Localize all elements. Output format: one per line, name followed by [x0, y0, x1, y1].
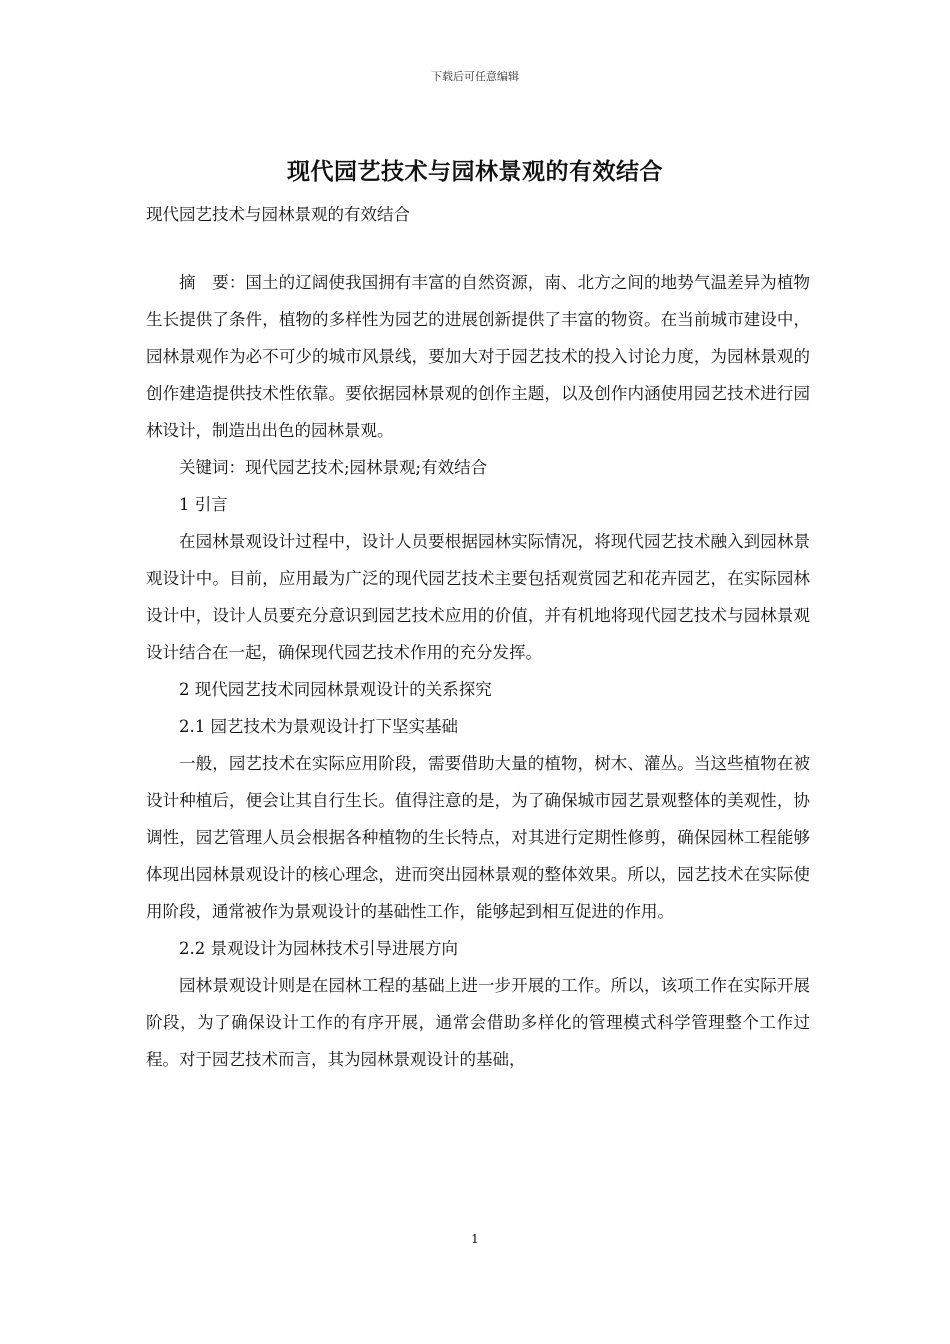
subsection-heading-2-2: 2.2 景观设计为园林技术引导进展方向 [179, 939, 458, 958]
keywords-paragraph: 关键词：现代园艺技术;园林景观;有效结合 [179, 458, 488, 477]
document-title: 现代园艺技术与园林景观的有效结合 [287, 158, 663, 185]
subsection-heading-2-1: 2.1 园艺技术为景观设计打下坚实基础 [179, 717, 458, 736]
abstract-paragraph: 摘 要：国土的辽阔使我国拥有丰富的自然资源，南、北方之间的地势气温差异为植物生长提供了条件，植物的多样性为园艺的进展创新提供了丰富的物资。在当前城市建设中，园林景观作为必不可少的城市风景线，要加大对于园艺技术的投入讨论力度，为园林景观的创作建造提供技术性依靠。要依据园林景观的创作主题，以及创作内涵使用园艺技术进行园林设计，制造出出色的园林景观。 [146, 273, 810, 440]
page-number: 1 [471, 1232, 479, 1246]
body-paragraph: 一般，园艺技术在实际应用阶段，需要借助大量的植物，树木、灌丛。当这些植物在被设计种植后，便会让其自行生长。值得注意的是，为了确保城市园艺景观整体的美观性，协调性，园艺管理人员会根据各种植物的生长特点，对其进行定期性修剪，确保园林工程能够体现出园林景观设计的核心理念，进而突出园林景观的整体效果。所以，园艺技术在实际使用阶段，通常被作为景观设计的基础性工作，能够起到相互促进的作用。 [146, 754, 810, 921]
body-paragraph: 在园林景观设计过程中，设计人员要根据园林实际情况，将现代园艺技术融入到园林景观设计中。目前，应用最为广泛的现代园艺技术主要包括观赏园艺和花卉园艺，在实际园林设计中，设计人员要充分意识到园艺技术应用的价值，并有机地将现代园艺技术与园林景观设计结合在一起，确保现代园艺技术作用的充分发挥。 [146, 532, 810, 662]
body-paragraph: 园林景观设计则是在园林工程的基础上进一步开展的工作。所以，该项工作在实际开展阶段，为了确保设计工作的有序开展，通常会借助多样化的管理模式科学管理整个工作过程。对于园艺技术而言，其为园林景观设计的基础， [146, 976, 810, 1069]
document-subtitle: 现代园艺技术与园林景观的有效结合 [146, 205, 410, 224]
section-heading-1: 1 引言 [179, 495, 228, 514]
section-heading-2: 2 现代园艺技术同园林景观设计的关系探究 [179, 680, 492, 699]
header-note: 下载后可任意编辑 [431, 70, 519, 83]
document-body [146, 264, 810, 1078]
